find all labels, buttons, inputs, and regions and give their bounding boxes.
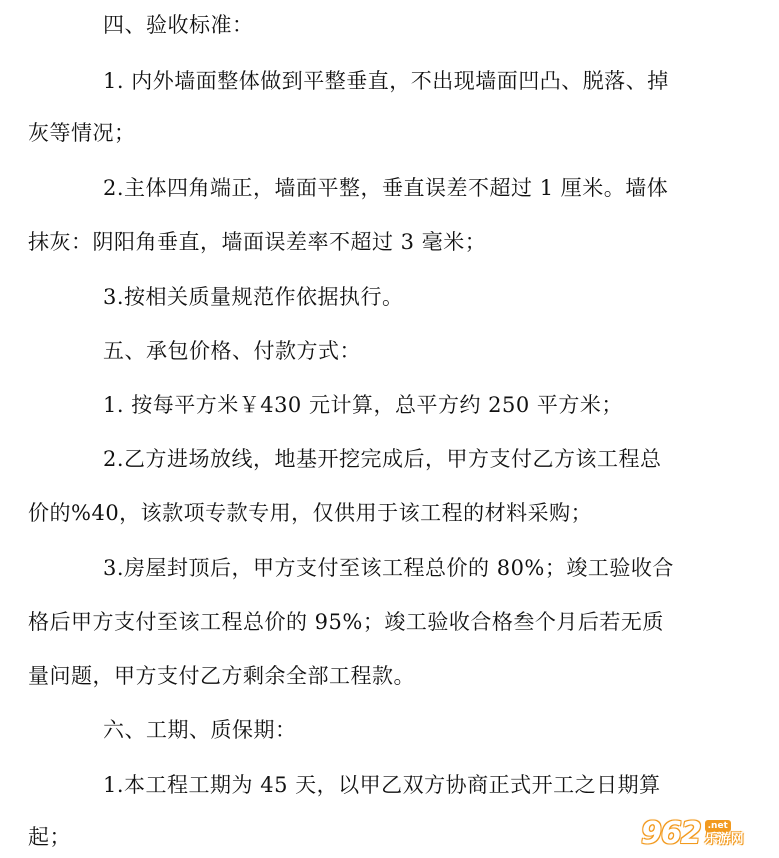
- section-heading-price: 五、承包价格、付款方式：: [103, 339, 361, 363]
- paragraph-line: 灰等情况；: [28, 121, 136, 145]
- paragraph-line: 量问题，甲方支付乙方剩余全部工程款。: [28, 664, 415, 688]
- paragraph-line: 2.主体四角端正，墙面平整，垂直误差不超过 1 厘米。墙体: [103, 176, 669, 200]
- site-watermark-logo: [641, 814, 773, 854]
- watermark-text-group: [705, 820, 744, 848]
- watermark-badge: .net: [705, 820, 731, 832]
- paragraph-line: 1. 按每平方米￥430 元计算，总平方约 250 平方米；: [103, 393, 623, 417]
- paragraph-line: 抹灰：阴阳角垂直，墙面误差率不超过 3 毫米；: [28, 230, 487, 254]
- watermark-digits: 962: [641, 816, 701, 851]
- paragraph-line: 格后甲方支付至该工程总价的 95%；竣工验收合格叁个月后若无质: [28, 610, 664, 634]
- section-heading-acceptance: 四、验收标准：: [103, 13, 254, 37]
- watermark-site-name: 乐游网: [704, 832, 744, 847]
- paragraph-line: 3.按相关质量规范作依据执行。: [103, 285, 404, 309]
- paragraph-line: 1.本工程工期为 45 天，以甲乙双方协商正式开工之日期算: [103, 773, 661, 797]
- section-heading-schedule: 六、工期、质保期：: [103, 718, 297, 742]
- paragraph-line: 3.房屋封顶后，甲方支付至该工程总价的 80%；竣工验收合: [103, 556, 674, 580]
- paragraph-line: 1. 内外墙面整体做到平整垂直，不出现墙面凹凸、脱落、掉: [103, 69, 669, 93]
- paragraph-line: 价的%40，该款项专款专用，仅供用于该工程的材料采购；: [28, 501, 593, 525]
- paragraph-line: 2.乙方进场放线，地基开挖完成后，甲方支付乙方该工程总: [103, 447, 662, 471]
- paragraph-line: 起；: [28, 825, 71, 849]
